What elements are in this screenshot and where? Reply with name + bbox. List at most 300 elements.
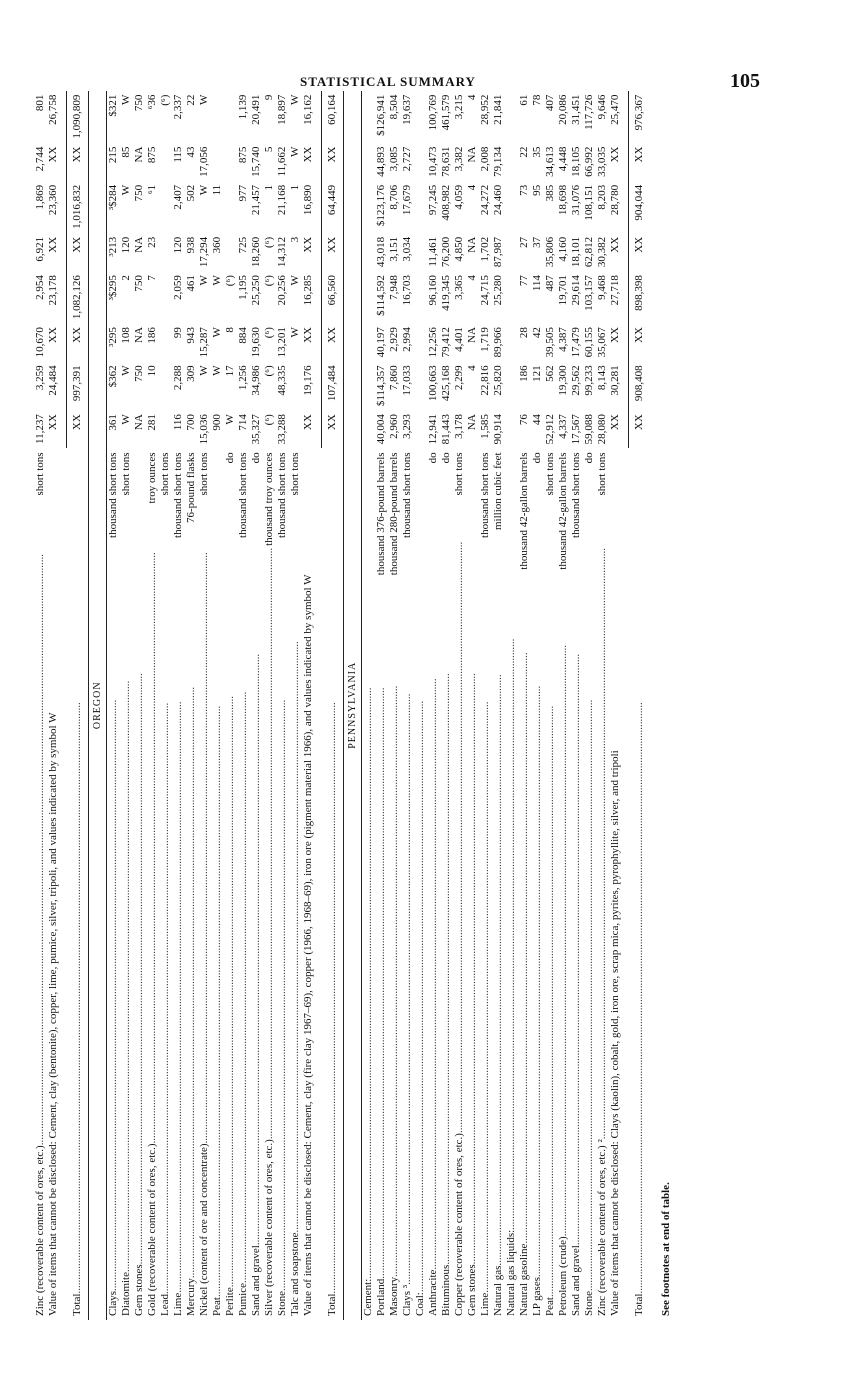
row-label-text: Mercury — [185, 1278, 197, 1316]
value-cell: W — [289, 146, 301, 157]
value-cell — [159, 271, 172, 323]
value-cell: 115 — [172, 146, 184, 163]
leader-dots — [198, 498, 211, 1144]
value-cell: 108,151 — [583, 184, 595, 221]
value-cell — [505, 233, 518, 271]
row-label — [629, 448, 651, 1320]
leader-dots — [427, 465, 440, 1269]
value-cell: 61 — [518, 94, 530, 106]
value-cell: ³$284 — [107, 184, 119, 211]
value-cell: 1,195 — [237, 275, 249, 300]
value-cell: 3,215 — [453, 94, 465, 120]
value-cell: 10 — [146, 365, 158, 377]
value-cell: 2 — [120, 275, 132, 281]
row-unit: thousand 42-gallon barrels — [557, 452, 569, 570]
row-label — [185, 448, 198, 1320]
value-cell: 976,367 — [629, 91, 651, 143]
value-cell: 33,035 — [596, 146, 608, 177]
value-cell: 108 — [120, 327, 132, 344]
value-cell: 29,562 — [570, 365, 582, 396]
value-cell: 1 — [289, 184, 301, 191]
value-cell: 1,090,809 — [67, 91, 89, 143]
table-row — [570, 91, 583, 1320]
row-unit: thousand 42-gallon barrels — [518, 452, 530, 570]
leader-dots — [133, 454, 146, 1264]
row-label-text: Stone — [583, 1290, 595, 1316]
row-label — [557, 448, 570, 1320]
leader-dots — [531, 465, 544, 1277]
value-cell: XX — [609, 414, 621, 431]
table-row — [362, 91, 376, 1320]
value-cell — [289, 361, 302, 410]
row-label-text: Peat — [211, 1297, 223, 1316]
row-unit: thousand 376-pound barrels — [375, 452, 387, 576]
value-cell: W — [198, 365, 210, 376]
value-cell: W — [211, 275, 223, 286]
value-cell: 3,293 — [401, 414, 413, 439]
value-cell: 28,952 — [479, 94, 491, 125]
row-label — [479, 448, 492, 1320]
row-label — [362, 448, 376, 1320]
row-label — [289, 448, 302, 1320]
row-label — [505, 448, 518, 1320]
value-cell: ⁶36 — [146, 94, 158, 110]
table-row — [518, 91, 531, 1320]
row-label-text: Peat — [544, 1297, 556, 1316]
row-label-text: Natural gas — [492, 1265, 504, 1316]
value-cell: $114,592 — [375, 275, 387, 316]
row-unit: do — [531, 452, 543, 464]
row-label — [609, 448, 622, 1320]
value-cell: (⁶) — [263, 275, 275, 287]
value-cell: 21,168 — [276, 184, 288, 216]
value-cell: ³213 — [107, 236, 119, 257]
value-cell — [362, 233, 376, 271]
row-label — [544, 448, 557, 1320]
row-label — [211, 448, 224, 1320]
value-cell: 281 — [146, 414, 158, 431]
value-cell: 19,176 — [302, 365, 314, 396]
leader-dots — [479, 540, 492, 1293]
value-cell: 502 — [185, 184, 197, 202]
value-cell: 3,178 — [453, 414, 465, 439]
value-cell: NA — [466, 146, 478, 163]
value-cell: 78,631 — [440, 146, 452, 177]
value-cell: 750 — [133, 94, 145, 112]
value-cell: 2,407 — [172, 184, 184, 210]
value-cell: 22 — [518, 146, 530, 158]
leader-dots — [375, 577, 388, 1278]
value-cell: ³$295 — [107, 275, 119, 301]
value-cell: 4,850 — [453, 236, 465, 262]
value-cell: (⁶) — [263, 365, 275, 377]
value-cell: 21,457 — [250, 184, 262, 216]
value-cell: 76 — [518, 414, 530, 426]
value-cell: XX — [629, 233, 651, 271]
value-cell: (⁶) — [224, 275, 236, 287]
value-cell: 43,018 — [375, 236, 387, 268]
value-cell: 10,670 — [34, 327, 46, 358]
value-cell: 90,914 — [492, 414, 504, 445]
value-cell: 3,151 — [388, 236, 400, 262]
row-label-text: Perlite — [224, 1287, 236, 1316]
value-cell: XX — [609, 146, 621, 163]
value-cell — [159, 410, 172, 448]
value-cell: 100,769 — [427, 94, 439, 131]
value-cell: XX — [609, 327, 621, 343]
value-cell — [362, 323, 376, 361]
value-cell: 11,237 — [34, 414, 46, 445]
value-cell: 4 — [466, 275, 478, 281]
value-cell: W — [211, 327, 223, 338]
value-cell: 79,134 — [492, 146, 504, 177]
row-unit: thousand 280-pound barrels — [388, 452, 400, 576]
row-label-text: Clays — [107, 1290, 119, 1316]
row-label — [146, 448, 159, 1320]
value-cell: 21,841 — [492, 94, 504, 125]
state-heading-row — [344, 91, 362, 1320]
row-label-text: Stone — [276, 1290, 288, 1316]
row-label-text: Sand and gravel — [570, 1245, 582, 1316]
value-cell: W — [289, 94, 301, 105]
value-cell: $362 — [107, 365, 119, 388]
row-unit: do — [583, 452, 595, 464]
row-label-text: Value of items that cannot be disclosed: Clays (kaolin), cobalt, gold, iron ore, scrap mica, pyrites, pyrophyllite, silver, and tripoli — [609, 750, 621, 1316]
value-cell: 121 — [531, 365, 543, 382]
table-row — [237, 91, 250, 1320]
row-label-text: Petroleum (crude) — [557, 1236, 569, 1316]
row-label-text: Cement: — [362, 1278, 374, 1316]
value-cell: W — [198, 275, 210, 286]
value-cell — [224, 233, 237, 271]
leader-dots — [224, 465, 237, 1287]
value-cell: W — [289, 275, 301, 286]
leader-dots — [185, 525, 198, 1278]
leader-dots — [388, 577, 401, 1277]
row-label — [47, 448, 60, 1320]
value-cell: 750 — [133, 275, 145, 292]
value-cell — [505, 181, 518, 233]
value-cell: 8,143 — [596, 365, 608, 391]
value-cell — [414, 271, 427, 323]
value-cell — [159, 361, 172, 410]
value-cell: 95 — [531, 184, 543, 196]
leader-dots — [159, 498, 172, 1295]
value-cell: 2,288 — [172, 365, 184, 391]
row-unit: thousand short tons — [276, 452, 288, 538]
value-cell: W — [120, 184, 132, 196]
value-cell: W — [198, 184, 210, 196]
row-label — [388, 448, 401, 1320]
value-cell: 4 — [466, 184, 478, 191]
value-cell: 900 — [211, 414, 223, 431]
value-cell: XX — [302, 146, 314, 163]
value-cell: 23 — [146, 236, 158, 248]
value-cell: 20,086 — [557, 94, 569, 125]
row-unit: troy ounces — [146, 452, 158, 504]
row-label — [518, 448, 531, 1320]
value-cell: 44 — [531, 414, 543, 426]
row-label — [531, 448, 544, 1320]
row-label-text: Coal: — [414, 1292, 426, 1316]
value-cell — [159, 323, 172, 361]
value-cell: 73 — [518, 184, 530, 196]
value-cell: 52,912 — [544, 414, 556, 445]
value-cell: 3,365 — [453, 275, 465, 300]
value-cell: 19,630 — [250, 327, 262, 358]
value-cell — [505, 271, 518, 323]
value-cell: 938 — [185, 236, 197, 254]
table-row — [302, 91, 315, 1320]
table-row — [289, 91, 302, 1320]
value-cell: 2,059 — [172, 275, 184, 300]
value-cell: 17,294 — [198, 236, 210, 268]
value-cell: 81,443 — [440, 414, 452, 445]
rotated-table-container — [34, 94, 844, 1320]
row-label-text: Total — [70, 1293, 83, 1316]
value-cell: 35,067 — [596, 327, 608, 358]
row-unit: do — [440, 452, 452, 464]
row-label-text: Gem stones — [466, 1264, 478, 1316]
value-cell: 714 — [237, 414, 249, 431]
value-cell: 96,160 — [427, 275, 439, 306]
value-cell: 89,966 — [492, 327, 504, 358]
leader-dots — [596, 498, 609, 1140]
value-cell: XX — [322, 323, 344, 361]
value-cell: 309 — [185, 365, 197, 382]
value-cell: 461 — [185, 275, 197, 292]
value-cell: XX — [629, 323, 651, 361]
value-cell: XX — [67, 323, 89, 361]
value-cell: 4,160 — [557, 236, 569, 262]
value-cell: 103,157 — [583, 275, 595, 311]
row-label-text: Value of items that cannot be disclosed: Cement, clay (bentonite), copper, lime, pumice, silver, tripoli, and values indicated by symbol W — [47, 712, 59, 1316]
value-cell: XX — [629, 410, 651, 448]
value-cell: 24,272 — [479, 184, 491, 216]
leader-dots — [466, 454, 479, 1264]
value-cell: NA — [133, 327, 145, 343]
row-label-text: Silver (recoverable content of ores, etc.) — [263, 1139, 275, 1316]
value-cell: 44,893 — [375, 146, 387, 177]
row-unit: 76-pound flasks — [185, 452, 197, 523]
row-label — [596, 448, 609, 1320]
value-cell: 19,300 — [557, 365, 569, 396]
table-row — [557, 91, 570, 1320]
value-cell: 3 — [289, 236, 301, 243]
value-cell — [414, 323, 427, 361]
row-label — [198, 448, 211, 1320]
value-cell: W — [211, 365, 223, 376]
value-cell: 360 — [211, 236, 223, 254]
value-cell: 1,139 — [237, 94, 249, 120]
table-row — [159, 91, 172, 1320]
value-cell: W — [198, 94, 210, 105]
value-cell: 361 — [107, 414, 119, 431]
value-cell: 19,637 — [401, 94, 413, 125]
row-unit: short tons — [159, 452, 171, 496]
value-cell: 997,391 — [67, 361, 89, 410]
value-cell: 24,484 — [47, 365, 59, 396]
value-cell — [505, 91, 518, 143]
table-row — [609, 91, 622, 1320]
value-cell: 12,941 — [427, 414, 439, 445]
value-cell: 33,288 — [276, 414, 288, 445]
value-cell: 2,960 — [388, 414, 400, 439]
value-cell: 64,449 — [322, 181, 344, 233]
leader-dots — [289, 498, 302, 1233]
value-cell: W — [224, 414, 236, 425]
leader-dots — [120, 498, 133, 1272]
total-row — [629, 91, 651, 1320]
table-row — [224, 91, 237, 1320]
row-unit: million cubic feet — [492, 452, 504, 531]
value-cell: 18,260 — [250, 236, 262, 268]
value-cell — [159, 233, 172, 271]
value-cell: 2,994 — [401, 327, 413, 352]
statistical-table — [34, 91, 673, 1320]
value-cell — [414, 410, 427, 448]
table-row — [531, 91, 544, 1320]
row-label-text: Lime — [172, 1292, 184, 1316]
value-cell: 78 — [531, 94, 543, 106]
row-label-text: Portland — [375, 1278, 387, 1316]
value-cell: 76,200 — [440, 236, 452, 268]
row-label — [427, 448, 440, 1320]
value-cell: 2,337 — [172, 94, 184, 120]
value-cell: 419,345 — [440, 275, 452, 311]
table-row — [120, 91, 133, 1320]
row-unit: short tons — [120, 452, 132, 496]
value-cell: 1,702 — [479, 236, 491, 262]
value-cell: 407 — [544, 94, 556, 112]
value-cell: 4,448 — [557, 146, 569, 172]
row-unit: do — [427, 452, 439, 464]
value-cell: XX — [302, 236, 314, 253]
value-cell — [505, 410, 518, 448]
value-cell: 2,727 — [401, 146, 413, 172]
value-cell: NA — [466, 236, 478, 253]
table-row — [544, 91, 557, 1320]
value-cell: 15,036 — [198, 414, 210, 445]
value-cell: 17,056 — [198, 146, 210, 177]
value-cell: 99,233 — [583, 365, 595, 396]
value-cell: 16,162 — [302, 94, 314, 125]
row-unit: short tons — [544, 452, 556, 496]
value-cell — [362, 181, 376, 233]
value-cell: 943 — [185, 327, 197, 344]
row-label — [224, 448, 237, 1320]
table-row — [107, 91, 121, 1320]
row-label-text: Value of items that cannot be disclosed: Cement, clay (fire clay 1967–69), copper (1966, 1968–69), iron ore (pigment material 1966), and values indicated by symbol W — [302, 574, 314, 1316]
row-label — [120, 448, 133, 1320]
value-cell: 16,285 — [302, 275, 314, 306]
value-cell: 875 — [237, 146, 249, 164]
value-cell: 2,299 — [453, 365, 465, 391]
value-cell: 17,567 — [570, 414, 582, 445]
value-cell: 31,076 — [570, 184, 582, 216]
value-cell: 9,646 — [596, 94, 608, 120]
value-cell: 904,044 — [629, 181, 651, 233]
value-cell: 87,987 — [492, 236, 504, 268]
value-cell: 461,579 — [440, 94, 452, 131]
row-label — [466, 448, 479, 1320]
value-cell: 884 — [237, 327, 249, 344]
row-label-text: Gem stones — [133, 1264, 145, 1316]
value-cell — [414, 361, 427, 410]
value-cell: ⁶1 — [146, 184, 158, 195]
value-cell: (⁶) — [159, 94, 171, 106]
row-label-text: Bituminous — [440, 1264, 452, 1316]
value-cell: XX — [609, 236, 621, 253]
leader-dots — [518, 572, 531, 1244]
value-cell: 3,034 — [401, 236, 413, 262]
table-row — [466, 91, 479, 1320]
value-cell: 4 — [466, 94, 478, 101]
value-cell: 24,715 — [479, 275, 491, 306]
value-cell: 12,256 — [427, 327, 439, 358]
row-unit: short tons — [198, 452, 210, 496]
value-cell: 31,451 — [570, 94, 582, 125]
value-cell: XX — [302, 414, 314, 431]
value-cell: 22 — [185, 94, 197, 106]
value-cell — [224, 181, 237, 233]
row-label — [276, 448, 289, 1320]
row-unit: do — [250, 452, 262, 464]
row-unit: short tons — [453, 452, 465, 496]
row-label-text: Talc and soapstone — [289, 1232, 301, 1316]
row-unit: short tons — [34, 452, 46, 496]
row-label-text: Lime — [479, 1292, 491, 1316]
value-cell: 42 — [531, 327, 543, 339]
row-unit: thousand short tons — [237, 452, 249, 538]
value-cell: 1,256 — [237, 365, 249, 391]
table-row — [198, 91, 211, 1320]
value-cell: 99 — [172, 327, 184, 339]
value-cell: 30,382 — [596, 236, 608, 268]
value-cell: 13,201 — [276, 327, 288, 358]
value-cell: 1,082,126 — [67, 271, 89, 323]
value-cell: 725 — [237, 236, 249, 254]
leader-dots — [326, 454, 339, 1293]
leader-dots — [401, 540, 414, 1285]
value-cell: $114,357 — [375, 365, 387, 407]
row-label — [159, 448, 172, 1320]
value-cell: 28,080 — [596, 414, 608, 445]
row-label — [401, 448, 414, 1320]
row-unit: short tons — [289, 452, 301, 496]
row-label-text: Total — [632, 1293, 645, 1316]
value-cell: 3,382 — [453, 146, 465, 172]
leader-dots — [505, 454, 518, 1229]
value-cell — [505, 361, 518, 410]
value-cell: XX — [47, 236, 59, 253]
value-cell: XX — [302, 327, 314, 343]
table-row — [133, 91, 146, 1320]
value-cell: ³295 — [107, 327, 119, 347]
value-cell — [211, 91, 224, 143]
row-unit: thousand short tons — [401, 452, 413, 538]
row-label — [583, 448, 596, 1320]
value-cell: 48,335 — [276, 365, 288, 396]
row-unit: thousand short tons — [479, 452, 491, 538]
value-cell: XX — [629, 143, 651, 181]
value-cell: 34,613 — [544, 146, 556, 177]
value-cell: 17,679 — [401, 184, 413, 216]
table-row — [263, 91, 276, 1320]
table-row — [414, 91, 427, 1320]
value-cell: 6,921 — [34, 236, 46, 262]
value-cell: 107,484 — [322, 361, 344, 410]
